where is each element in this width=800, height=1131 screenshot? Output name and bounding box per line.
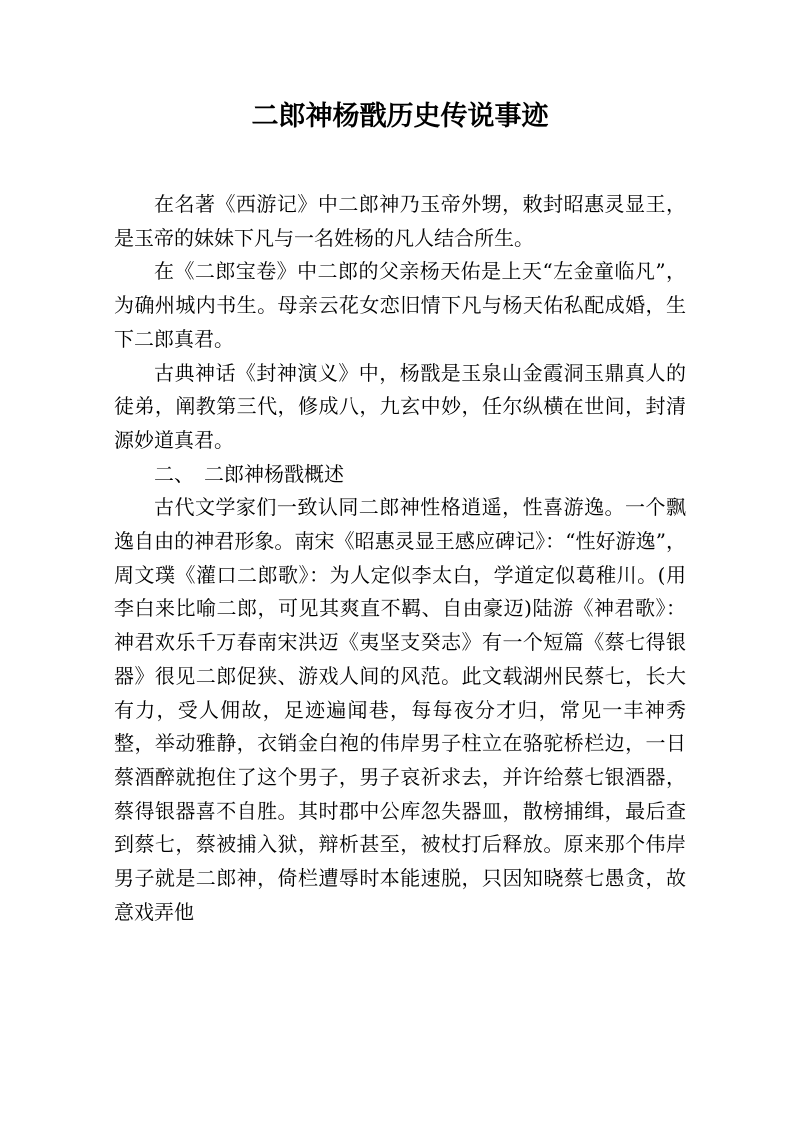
paragraph-1: 在名著《西游记》中二郎神乃玉帝外甥，敕封昭惠灵显王，是玉帝的妹妹下凡与一名姓杨的凡人结合所生。 xyxy=(114,192,686,250)
document-body xyxy=(114,188,686,929)
section-heading: 二、 二郎神杨戬概述 xyxy=(154,461,344,486)
paragraph-2: 在《二郎宝卷》中二郎的父亲杨天佑是上天“左金童临凡”，为确州城内书生。母亲云花女恋旧情下凡与杨天佑私配成婚，生下二郎真君。 xyxy=(114,259,686,351)
paragraph-4: 古代文学家们一致认同二郎神性格逍遥，性喜游逸。一个飘逸自由的神君形象。南宋《昭惠灵显王感应碑记》：“性好游逸”，周文璞《灌口二郎歌》：为人定似李太白，学道定似葛稚川。(用李白来比喻二郎，可见其爽直不羁、自由豪迈)陆游《神君歌》：神君欢乐千万春南宋洪迈《夷坚支癸志》有一个短篇《蔡七得银器》很见二郎促狭、游戏人间的风范。此文载湖州民蔡七，长大有力，受人佣故，足迹遍闻巷，每每夜分才归，常见一丰神秀整，举动雅静，衣销金白袍的伟岸男子柱立在骆驼桥栏边，一日蔡酒醉就抱住了这个男子，男子哀祈求去，并许给蔡七银酒器，蔡得银器喜不自胜。其时郡中公库忽失器皿，散榜捕缉，最后查到蔡七，蔡被捕入狱，辩析甚至，被杖打后释放。原来那个伟岸男子就是二郎神，倚栏遭辱时本能速脱，只因知晓蔡七愚贪，故意戏弄他 xyxy=(114,495,686,924)
document-title: 二郎神杨戬历史传说事迹 xyxy=(251,101,549,132)
paragraph-3: 古典神话《封神演义》中，杨戬是玉泉山金霞洞玉鼎真人的徒弟，阐教第三代，修成八，九玄中妙，任尔纵横在世间，封清源妙道真君。 xyxy=(114,360,686,452)
